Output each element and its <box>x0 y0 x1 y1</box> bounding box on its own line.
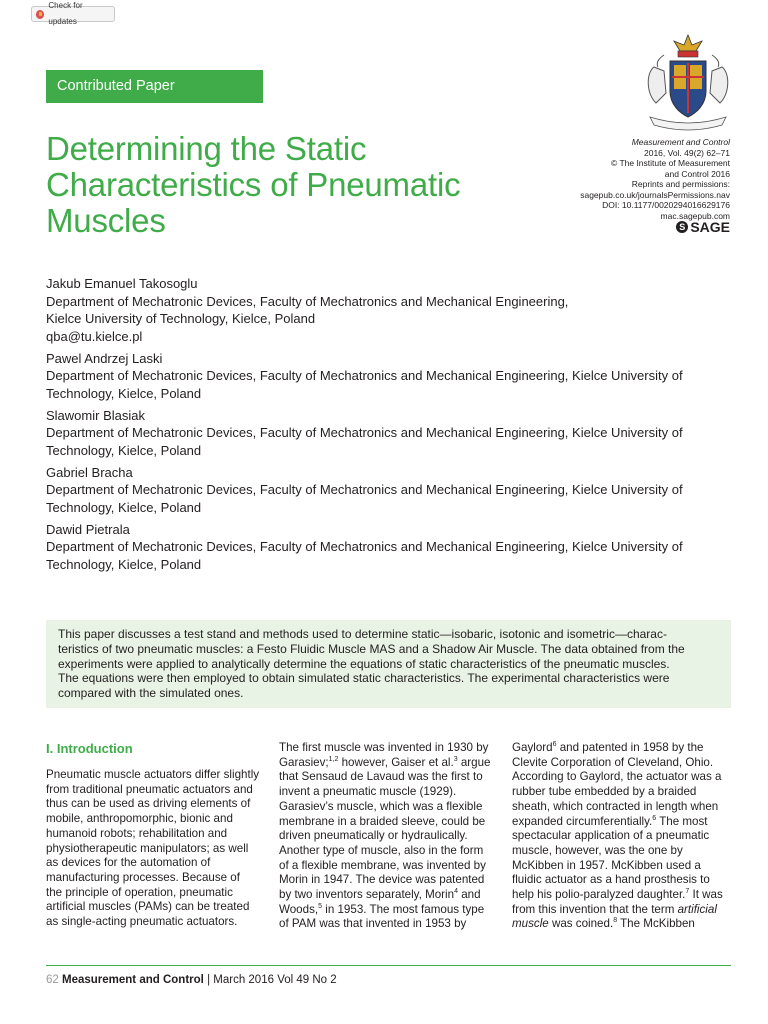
body-line: of a flexible membrane, was invented by <box>279 858 486 872</box>
author-name: Dawid Pietrala <box>46 521 130 537</box>
check-for-updates-label: Check for updates <box>48 1 83 26</box>
citation-ref[interactable]: 6 <box>552 741 557 749</box>
footer-separator: | <box>207 974 211 986</box>
body-line: Clevite Corporation of Cleveland, Ohio. <box>512 755 714 769</box>
body-line <box>279 888 493 903</box>
text-run: Woods, <box>279 902 319 916</box>
author-name: Slawomir Blasiak <box>46 407 145 423</box>
body-line <box>512 917 726 932</box>
text-run: however, Gaiser et al. <box>338 755 454 769</box>
check-for-updates-button[interactable] <box>31 1 115 26</box>
author-affiliation: Department of Mechatronic Devices, Faculty of Mechatronics and Mechanical Engineering, Kielce University of <box>46 368 683 383</box>
sage-logo <box>676 219 730 235</box>
author-affiliation: Technology, Kielce, Poland <box>46 499 202 515</box>
body-column-1 <box>46 768 260 930</box>
title-line: Characteristics of Pneumatic <box>46 166 461 203</box>
text-run: It was <box>689 888 723 902</box>
body-line: manufacturing processes. Because of <box>46 870 240 884</box>
body-column-3 <box>512 741 726 932</box>
citation-ref[interactable]: 3 <box>453 755 458 763</box>
body-line: humanoid robots; rehabilitation and <box>46 826 228 840</box>
author-entry <box>46 275 736 345</box>
body-line: as single-acting pneumatic actuators. <box>46 915 238 929</box>
body-line <box>512 741 726 756</box>
body-line: Pneumatic muscle actuators differ slightly <box>46 768 260 781</box>
section-heading: I. Introduction <box>46 741 133 756</box>
journal-site-link[interactable]: mac.sagepub.com <box>660 210 730 221</box>
citation-ref[interactable]: 8 <box>613 917 618 925</box>
body-line: physiotherapeutic manipulators; as well <box>46 841 249 855</box>
author-name: Pawel Andrzej Laski <box>46 350 163 366</box>
body-line: Morin in 1947. The device was patented <box>279 873 485 887</box>
author-affiliation: Department of Mechatronic Devices, Faculty of Mechatronics and Mechanical Engineering, Kielce University of <box>46 482 683 497</box>
text-run: by two inventors separately, Morin <box>279 888 455 902</box>
publisher-name: SAGE <box>690 219 730 235</box>
page-number: 62 <box>46 974 59 986</box>
author-list <box>46 275 736 578</box>
reprints-link[interactable]: sagepub.co.uk/journalsPermissions.nav <box>580 189 730 200</box>
body-line: thus can be used as driving elements of <box>46 797 251 811</box>
author-affiliation: Technology, Kielce, Poland <box>46 442 202 458</box>
journal-volume: 2016, Vol. 49(2) 62–71 <box>643 147 730 158</box>
text-run: Garasiev; <box>279 755 329 769</box>
body-line: invent a pneumatic muscle (1929). <box>279 785 457 799</box>
sage-s-icon: S <box>676 221 688 233</box>
author-affiliation: Department of Mechatronic Devices, Faculty of Mechatronics and Mechanical Engineering, Kielce University of <box>46 539 683 554</box>
text-run: and patented in 1958 by the <box>556 741 704 754</box>
society-crest-icon <box>640 33 736 133</box>
body-line: The first muscle was invented in 1930 by <box>279 741 489 754</box>
body-line: muscle, however, was the one by <box>512 843 683 857</box>
title-line: Muscles <box>46 202 166 239</box>
text-run: Gaylord <box>512 741 553 754</box>
author-affiliation: Kielce University of Technology, Kielce, Poland <box>46 311 316 326</box>
abstract-line: compared with the simulated ones. <box>58 686 244 701</box>
text-run: from this invention that the term <box>512 902 678 916</box>
body-line: McKibben in 1957. McKibben used a <box>512 858 701 872</box>
footer-issue: March 2016 Vol 49 No 2 <box>213 974 337 986</box>
abstract-line: experiments were applied to analytically determine the equations of static characteristics of the pneumatic muscles. <box>58 656 670 671</box>
author-email[interactable]: qba@tu.kielce.pl <box>46 328 143 344</box>
text-run: help his polio-paralyzed daughter. <box>512 888 686 902</box>
body-line: Another type of muscle, also in the form <box>279 843 484 857</box>
text-run: The McKibben <box>617 917 695 931</box>
abstract-line: teristics of two pneumatic muscles: a Festo Fluidic Muscle MAS and a Shadow Air Muscle. The data obtained from the <box>58 641 685 656</box>
journal-name: Measurement and Control <box>631 137 730 147</box>
text-run: and <box>457 888 481 902</box>
title-line: Determining the Static <box>46 130 367 167</box>
text-run: The most <box>656 814 708 828</box>
body-line: spectacular application of a pneumatic <box>512 829 710 843</box>
author-affiliation: Department of Mechatronic Devices, Faculty of Mechatronics and Mechanical Engineering, <box>46 293 569 309</box>
body-line: artificial muscles (PAMs) can be treated <box>46 900 250 914</box>
author-affiliation: Department of Mechatronic Devices, Faculty of Mechatronics and Mechanical Engineering, Kielce University of <box>46 425 683 440</box>
body-line: the principle of operation, pneumatic <box>46 885 233 899</box>
citation-ref[interactable]: 1,2 <box>328 755 339 763</box>
citation-ref[interactable]: 5 <box>318 902 323 910</box>
reprints-label: Reprints and permissions: <box>631 179 730 189</box>
journal-metadata <box>510 137 730 221</box>
italic-term: artificial <box>677 902 717 916</box>
body-line: rubber tube embedded by a braided <box>512 785 697 799</box>
author-affiliation: Technology, Kielce, Poland <box>46 385 202 401</box>
author-entry <box>46 464 736 517</box>
citation-ref[interactable]: 7 <box>685 888 690 896</box>
citation-ref[interactable]: 4 <box>454 888 458 896</box>
paper-type-banner: Contributed Paper <box>46 70 263 103</box>
body-line <box>512 888 726 903</box>
body-line: fluidic actuator as a hand prosthesis to <box>512 873 710 887</box>
body-line: According to Gaylord, the actuator was a <box>512 770 722 784</box>
crossmark-icon <box>36 10 44 19</box>
body-line: driven pneumatically or hydraulically. <box>279 829 468 843</box>
author-entry <box>46 407 736 460</box>
body-line <box>512 815 726 830</box>
text-run: was coined. <box>548 917 614 931</box>
author-entry <box>46 350 736 403</box>
copyright-line: and Control 2016 <box>664 168 730 179</box>
body-line: from traditional pneumatic actuators and <box>46 782 253 796</box>
italic-term: muscle <box>512 917 549 931</box>
abstract-line: This paper discusses a test stand and methods used to determine static—isobaric, isotonic and isometric—charac- <box>58 627 667 641</box>
doi[interactable]: DOI: 10.1177/0020294016629176 <box>602 200 730 210</box>
body-column-2 <box>279 741 493 932</box>
footer-divider <box>46 965 731 966</box>
text-run: expanded circumferentially. <box>512 814 653 828</box>
text-run: argue <box>457 755 491 769</box>
abstract-line: The equations were then employed to obtain simulated static characteristics. The experimental characteristics were <box>58 671 670 686</box>
footer-journal-name: Measurement and Control <box>62 974 204 986</box>
body-line <box>512 903 726 918</box>
body-line: of PAM was that invented in 1953 by <box>279 917 467 931</box>
page-footer <box>46 973 337 987</box>
body-line: that Sensaud de Lavaud was the first to <box>279 770 483 784</box>
citation-ref[interactable]: 6 <box>652 814 657 822</box>
body-line: mobile, anthropomorphic, bionic and <box>46 812 233 826</box>
text-run: in 1953. The most famous type <box>322 902 485 916</box>
abstract <box>46 620 731 708</box>
copyright-line: © The Institute of Measurement <box>610 158 730 168</box>
body-line: sheath, which contracted in length when <box>512 799 719 813</box>
author-name: Gabriel Bracha <box>46 464 133 480</box>
body-line: membrane in a braided sleeve, could be <box>279 814 486 828</box>
author-name: Jakub Emanuel Takosoglu <box>46 276 198 291</box>
body-line: Garasiev’s muscle, which was a flexible <box>279 799 483 813</box>
author-affiliation: Technology, Kielce, Poland <box>46 556 202 572</box>
body-line: as devices for the automation of <box>46 856 211 870</box>
body-line <box>279 903 493 918</box>
author-entry <box>46 521 736 574</box>
body-line <box>279 756 493 771</box>
article-title <box>46 131 566 239</box>
